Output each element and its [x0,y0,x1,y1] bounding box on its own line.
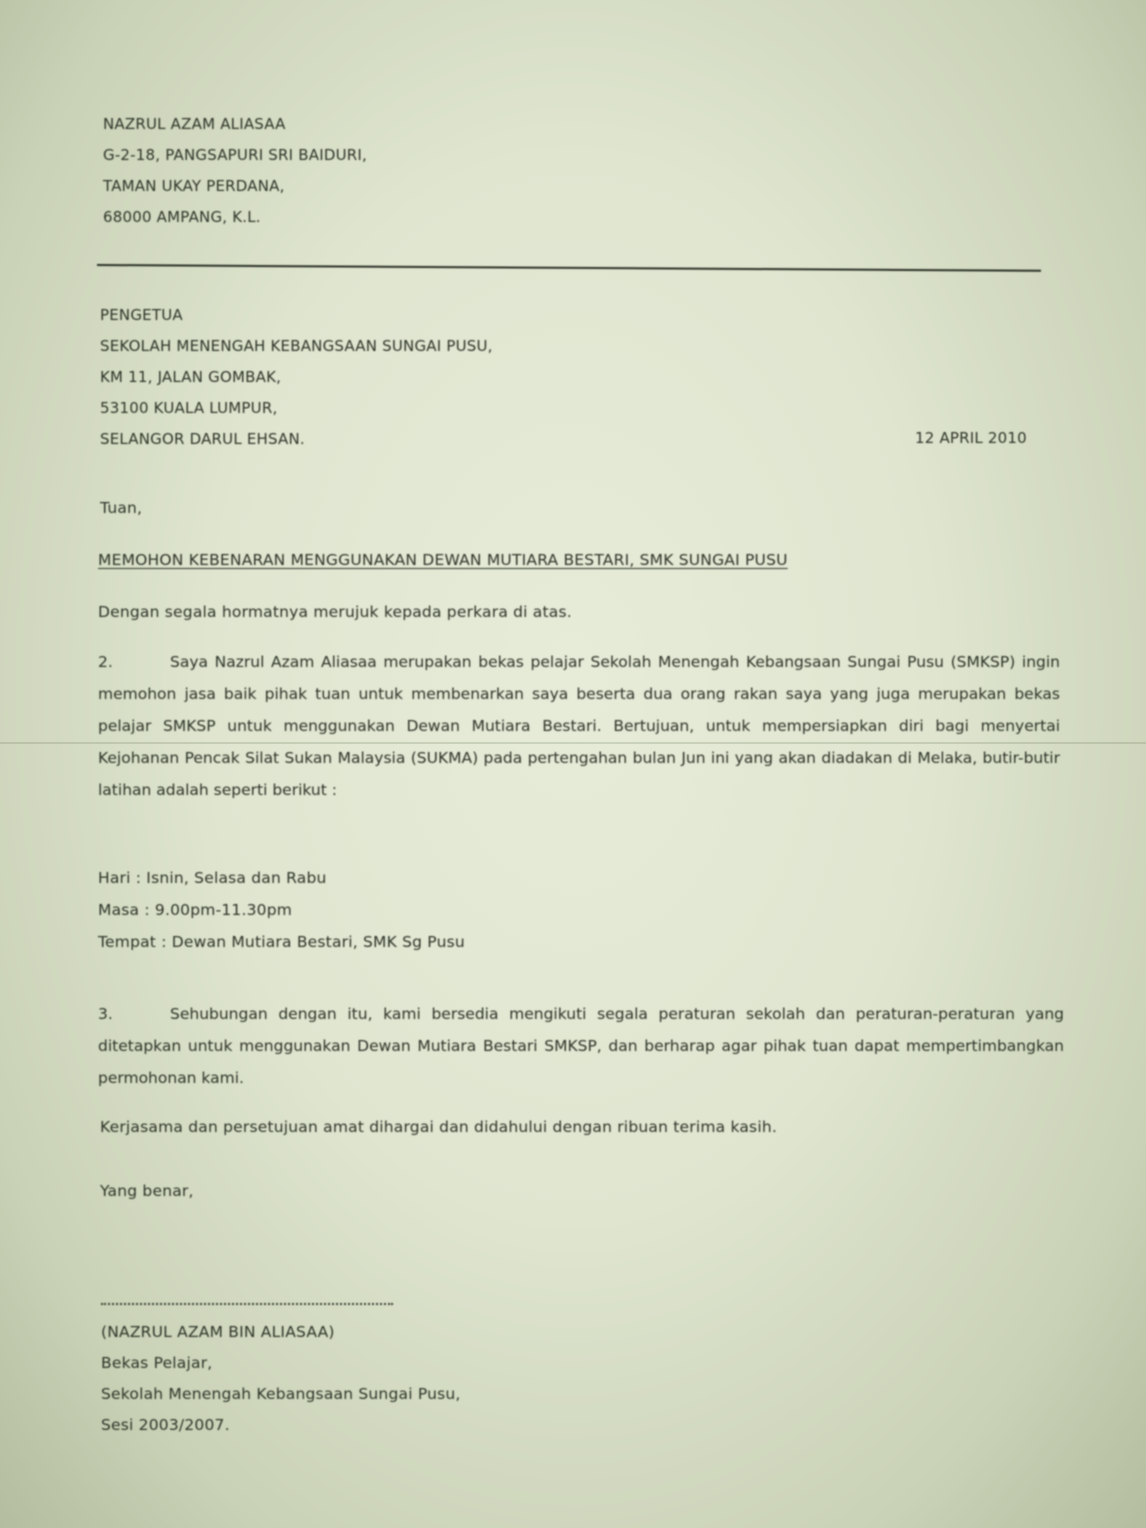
intro-paragraph: Dengan segala hormatnya merujuk kepada perkara di atas. [98,603,572,621]
recipient-address-block [100,305,493,460]
recipient-address-line-2: 53100 KUALA LUMPUR, [100,399,278,417]
paragraph-2 [98,646,1060,806]
letter-date: 12 APRIL 2010 [915,429,1027,447]
training-details [98,868,465,964]
paragraph-2-text: Saya Nazrul Azam Aliasaa merupakan bekas pelajar Sekolah Menengah Kebangsaan Sungai Pusu (SMKSP) ingin memohon jasa baik pihak tuan untuk membenarkan saya beserta dua orang rakan saya yang juga merupakan bekas pelajar SMKSP untuk menggunakan Dewan Mutiara Bestari. Bertujuan, untuk mempersiapkan diri bagi menyertai Kejohanan Pencak Silat Sukan Malaysia (SUKMA) pada pertengahan bulan Jun ini yang akan diadakan di Melaka, butir-butir latihan adalah seperti berikut : [98,653,1060,799]
detail-masa: Masa : 9.00pm-11.30pm [98,901,293,919]
sender-address-line-1: G-2-18, PANGSAPURI SRI BAIDURI, [103,146,367,164]
recipient-address-line-3: SELANGOR DARUL EHSAN. [100,430,305,448]
recipient-address-line-1: KM 11, JALAN GOMBAK, [100,368,282,386]
paragraph-2-number: 2. [98,653,113,671]
signer-name: (NAZRUL AZAM BIN ALIASAA) [101,1323,335,1341]
recipient-title: PENGETUA [100,306,183,324]
closing-phrase: Yang benar, [100,1182,194,1200]
detail-tempat: Tempat : Dewan Mutiara Bestari, SMK Sg Pusu [98,933,465,951]
header-divider [97,264,1041,272]
letter-subject: MEMOHON KEBENARAN MENGGUNAKAN DEWAN MUTIARA BESTARI, SMK SUNGAI PUSU [98,551,788,569]
signer-session: Sesi 2003/2007. [101,1416,230,1434]
sender-name: NAZRUL AZAM ALIASAA [103,115,286,133]
paragraph-3 [98,998,1064,1094]
signature-line [101,1303,393,1305]
signer-school: Sekolah Menengah Kebangsaan Sungai Pusu, [101,1385,461,1403]
thanks-paragraph: Kerjasama dan persetujuan amat dihargai dan didahului dengan ribuan terima kasih. [100,1118,777,1136]
sender-address-block [103,114,367,238]
sender-address-line-3: 68000 AMPANG, K.L. [103,208,261,226]
detail-hari: Hari : Isnin, Selasa dan Rabu [98,869,327,887]
salutation: Tuan, [100,499,143,517]
signoff-block [101,1322,461,1446]
sender-address-line-2: TAMAN UKAY PERDANA, [103,177,285,195]
paragraph-3-text: Sehubungan dengan itu, kami bersedia mengikuti segala peraturan sekolah dan peraturan-peraturan yang ditetapkan untuk menggunakan Dewan Mutiara Bestari SMKSP, dan berharap agar pihak tuan dapat mempertimbangkan permohonan kami. [98,1005,1064,1087]
signer-role: Bekas Pelajar, [101,1354,213,1372]
paragraph-3-number: 3. [98,1005,113,1023]
recipient-school: SEKOLAH MENENGAH KEBANGSAAN SUNGAI PUSU, [100,337,493,355]
